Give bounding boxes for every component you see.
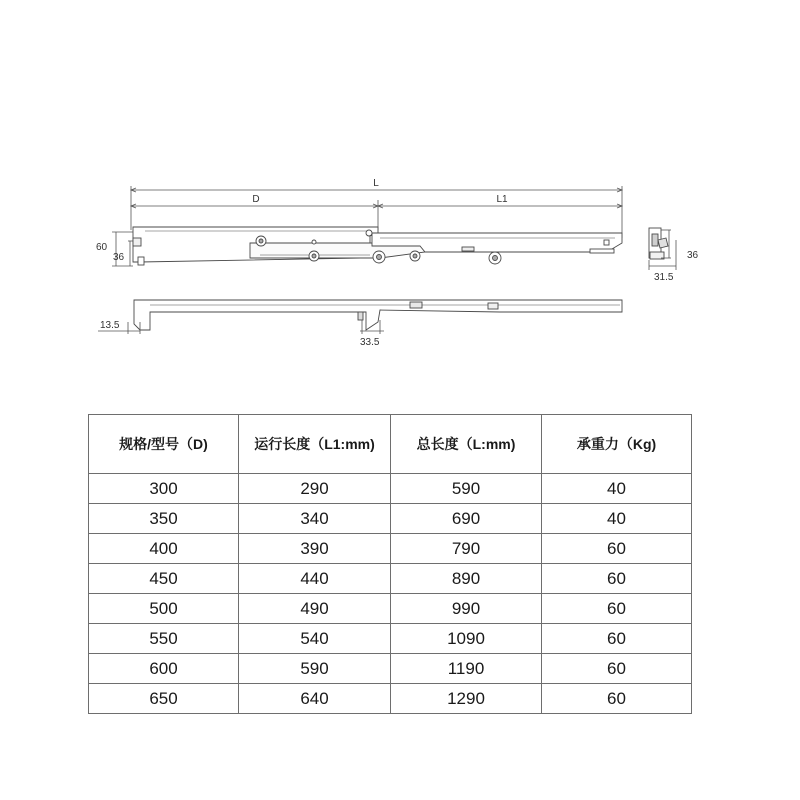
cell-load-capacity: 60 <box>542 534 692 564</box>
slide-side-view <box>133 227 622 265</box>
cell-travel-length: 490 <box>239 594 391 624</box>
header-load-capacity: 承重力（Kg) <box>542 415 692 474</box>
overall-length-label: L <box>373 178 379 189</box>
front-offset-label: 13.5 <box>100 320 120 331</box>
side-width-label: 31.5 <box>654 272 674 283</box>
cell-model: 500 <box>89 594 239 624</box>
cell-travel-length: 340 <box>239 504 391 534</box>
cell-model: 650 <box>89 684 239 714</box>
cell-travel-length: 290 <box>239 474 391 504</box>
cell-load-capacity: 60 <box>542 624 692 654</box>
table-row <box>89 594 692 624</box>
travel-label: L1 <box>496 194 508 205</box>
table-row <box>89 624 692 654</box>
cell-travel-length: 440 <box>239 564 391 594</box>
table-row <box>89 564 692 594</box>
specification-table <box>88 414 692 714</box>
height-outer-label: 60 <box>96 242 108 253</box>
cell-model: 600 <box>89 654 239 684</box>
cell-total-length: 890 <box>391 564 542 594</box>
cell-total-length: 1190 <box>391 654 542 684</box>
cell-travel-length: 590 <box>239 654 391 684</box>
depth-label: D <box>252 194 260 205</box>
slide-end-profile <box>649 228 676 270</box>
cell-travel-length: 640 <box>239 684 391 714</box>
header-travel-length: 运行长度（L1:mm) <box>239 415 391 474</box>
side-height-label: 36 <box>687 250 699 261</box>
table-row <box>89 504 692 534</box>
mount-offset-label: 33.5 <box>360 337 380 348</box>
cell-load-capacity: 40 <box>542 504 692 534</box>
cell-total-length: 1090 <box>391 624 542 654</box>
table-row <box>89 684 692 714</box>
cell-load-capacity: 60 <box>542 594 692 624</box>
slide-top-view <box>134 300 622 330</box>
header-model: 规格/型号（D) <box>89 415 239 474</box>
cell-load-capacity: 40 <box>542 474 692 504</box>
cell-travel-length: 540 <box>239 624 391 654</box>
table-header-row <box>89 415 692 474</box>
cell-load-capacity: 60 <box>542 684 692 714</box>
cell-total-length: 1290 <box>391 684 542 714</box>
cell-model: 300 <box>89 474 239 504</box>
cell-load-capacity: 60 <box>542 654 692 684</box>
cell-total-length: 790 <box>391 534 542 564</box>
height-inner-label: 36 <box>113 252 125 263</box>
cell-total-length: 690 <box>391 504 542 534</box>
cell-travel-length: 390 <box>239 534 391 564</box>
table-row <box>89 474 692 504</box>
table-row <box>89 654 692 684</box>
cell-model: 550 <box>89 624 239 654</box>
cell-model: 350 <box>89 504 239 534</box>
cell-total-length: 990 <box>391 594 542 624</box>
depth-travel-dimension <box>131 200 622 230</box>
cell-model: 450 <box>89 564 239 594</box>
cell-load-capacity: 60 <box>542 564 692 594</box>
cell-model: 400 <box>89 534 239 564</box>
cell-total-length: 590 <box>391 474 542 504</box>
table-row <box>89 534 692 564</box>
header-total-length: 总长度（L:mm) <box>391 415 542 474</box>
